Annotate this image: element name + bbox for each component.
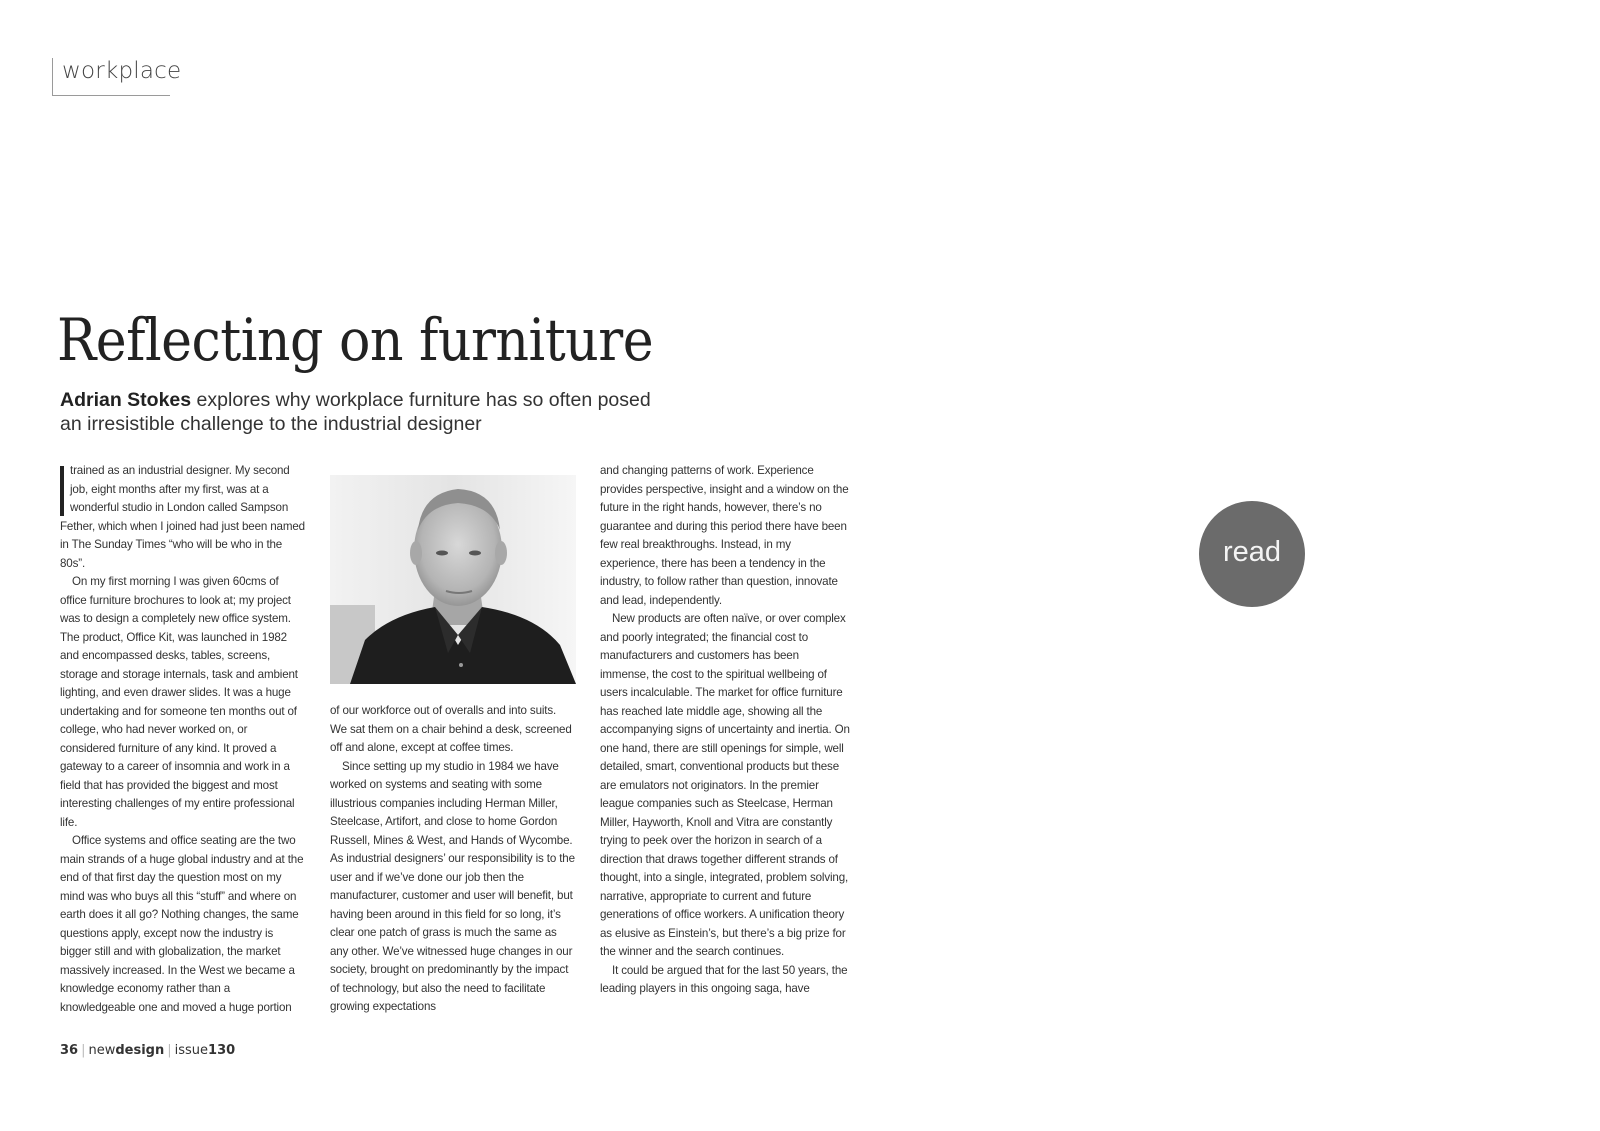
author-name: Adrian Stokes [60,389,192,411]
publication-name-suffix: design [115,1043,165,1058]
page-number: 36 [60,1043,79,1058]
article-column-1 [60,462,305,1017]
paragraph: It could be argued that for the last 50 years, the leading players in this ongoing saga, have [600,963,848,995]
page-folio [60,1043,235,1058]
paragraph: Office systems and office seating are the two main strands of a huge global industry and at the end of that first day the question most on my mind was who buys all this “stuff” and where on earth does it all go? Nothing changes, the same questions apply, except now the industry is bigger still and with globalization, the market massively increased. In the West we became a knowledge economy rather than a knowledgeable one and moved a huge portion [60,834,304,1014]
divider: | [81,1043,86,1058]
divider: | [167,1043,172,1058]
paragraph: New products are often naïve, or over complex and poorly integrated; the financial cost to manufacturers and customers has been immense, the cost to the spiritual wellbeing of users incalculable. The market for office furniture has reached late middle age, showing all the accompanying signs of uncertainty and inertia. On one hand, there are still openings for simple, well detailed, smart, conventional products but these are emulators not originators. In the premier league companies such as Steelcase, Herman Miller, Hayworth, Knoll and Vitra are constantly trying to peek over the horizon in search of a direction that draws together different strands of thought, into a single, integrated, problem solving, narrative, appropriate to current and future generations of office workers. A unification theory as elusive as Einstein’s, but there’s a big prize for the winner and the search continues. [600,612,850,958]
paragraph: Since setting up my studio in 1984 we have worked on systems and seating with some illustrious companies including Herman Miller, Steelcase, Artifort, and close to home Gordon Russell, Mines & West, and Hands of Wycombe. As industrial designers’ our responsibility is to the user and if we’ve done our job then the manufacturer, customer and user will benefit, but having been around in this field for so long, it’s clear one patch of grass is much the same as any other. We’ve witnessed huge changes in our society, brought on predominantly by the impact of technology, but also the need to facilitate growing expectations [330,759,575,1013]
section-tag [52,58,182,96]
paragraph: and changing patterns of work. Experience provides perspective, insight and a window on the future in the right hands, however, there’s no guarantee and during this period there have been few real breakthroughs. Instead, in my experience, there has been a tendency in the industry, to follow rather than question, innovate and lead, independently. [600,464,849,607]
paragraph: of our workforce out of overalls and into suits. We sat them on a chair behind a desk, screened off and alone, except at coffee times. [330,704,572,754]
read-button[interactable] [1199,501,1305,607]
author-photo [330,475,576,684]
paragraph: trained as an industrial designer. My second job, eight months after my first, was at a wonderful studio in London called Sampson Fether, which when I joined had just been named in The Sunday Times “who will be who in the 80s”. [60,464,305,570]
issue-number: 130 [208,1043,236,1058]
article-column-2 [330,702,575,1017]
drop-cap-i [60,466,64,516]
article-title: Reflecting on furniture [57,306,654,374]
portrait-image [330,475,576,684]
publication-name-prefix: new [88,1043,116,1058]
paragraph: On my first morning I was given 60cms of office furniture brochures to look at; my project was to design a completely new office system. The product, Office Kit, was launched in 1982 and encompassed desks, tables, screens, storage and storage internals, task and ambient lighting, and even drawer slides. It was a huge undertaking and for someone ten months out of college, who had never worked on, or considered furniture of any kind. It proved a gateway to a career of insomnia and work in a field that has provided the biggest and most interesting challenges of my entire professional life. [60,575,298,829]
article-column-3 [600,462,850,999]
section-label: workplace [62,58,182,84]
standfirst-text: explores why workplace furniture has so often posed an irresistible challenge to the industrial designer [60,389,651,435]
standfirst [60,388,660,436]
issue-prefix: issue [174,1043,209,1058]
read-button-label: read [1222,535,1282,568]
